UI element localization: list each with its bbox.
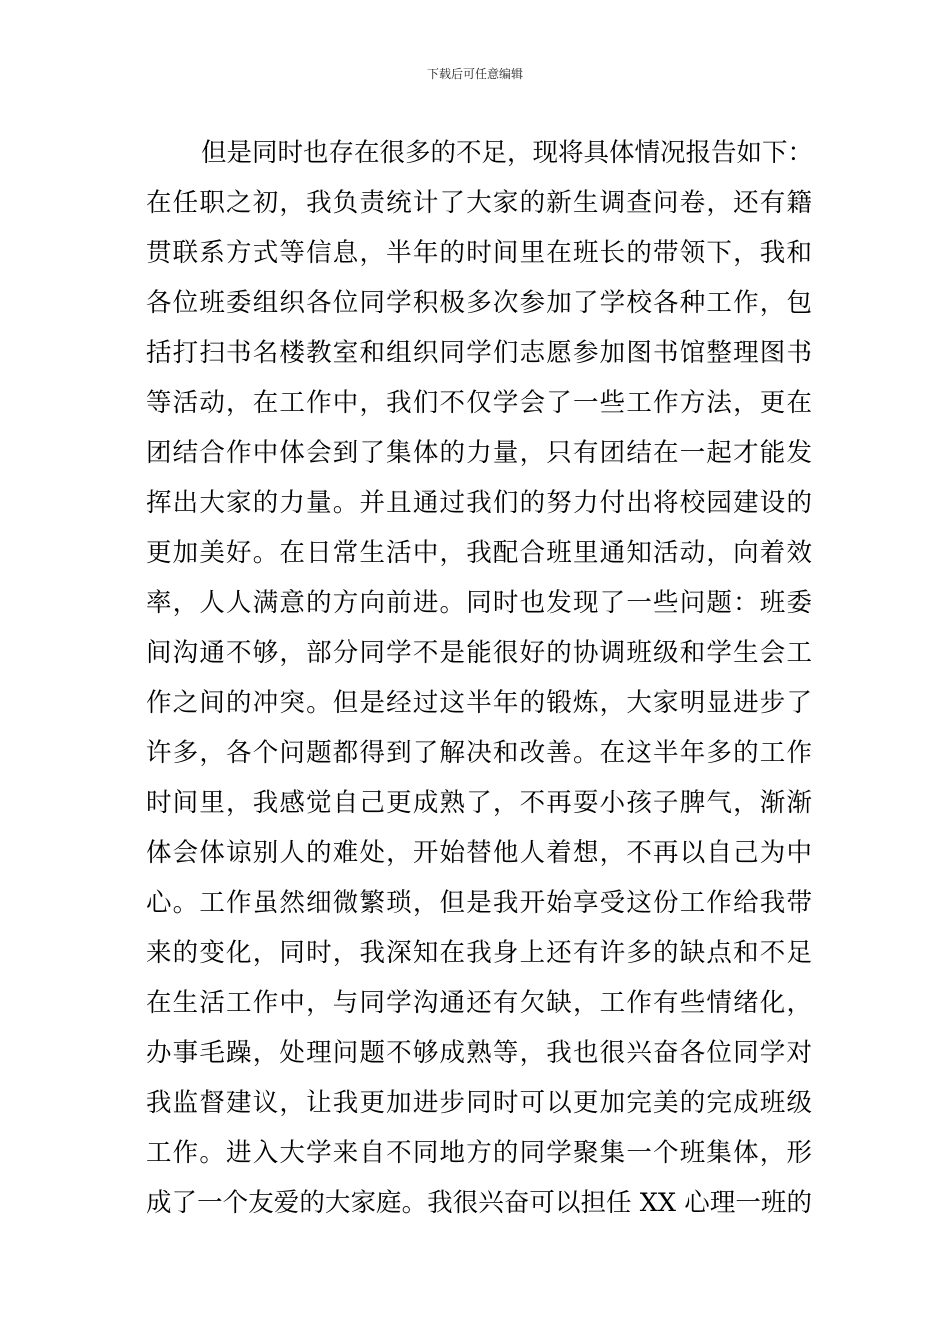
- text-line-12: 作之间的冲突。但是经过这半年的锻炼，大家明显进步了: [146, 688, 812, 718]
- text-line-17: 来的变化，同时，我深知在我身上还有许多的缺点和不足: [146, 938, 812, 968]
- body-paragraph: [146, 128, 812, 1228]
- text-line-14: 时间里，我感觉自己更成熟了，不再耍小孩子脾气，渐渐: [146, 788, 812, 818]
- text-line-9: 更加美好。在日常生活中，我配合班里通知活动，向着效: [146, 538, 812, 568]
- text-line-6: 等活动，在工作中，我们不仅学会了一些工作方法，更在: [146, 388, 812, 418]
- text-line-1: 但是同时也存在很多的不足，现将具体情况报告如下：: [201, 138, 814, 168]
- page-header-note: 下载后可任意编辑: [426, 67, 523, 81]
- text-line-5: 括打扫书名楼教室和组织同学们志愿参加图书馆整理图书: [146, 338, 812, 368]
- text-line-2: 在任职之初，我负责统计了大家的新生调查问卷，还有籍: [146, 188, 812, 218]
- text-line-10: 率，人人满意的方向前进。同时也发现了一些问题：班委: [146, 588, 812, 618]
- text-line-3: 贯联系方式等信息，半年的时间里在班长的带领下，我和: [146, 238, 812, 268]
- text-line-20: 我监督建议，让我更加进步同时可以更加完美的完成班级: [146, 1088, 812, 1118]
- text-line-8: 挥出大家的力量。并且通过我们的努力付出将校园建设的: [146, 488, 812, 518]
- text-line-21: 工作。进入大学来自不同地方的同学聚集一个班集体，形: [146, 1138, 812, 1168]
- text-line-15: 体会体谅别人的难处，开始替他人着想，不再以自己为中: [146, 838, 812, 868]
- text-line-22: 成了一个友爱的大家庭。我很兴奋可以担任 XX 心理一班的: [146, 1188, 812, 1218]
- text-line-7: 团结合作中体会到了集体的力量，只有团结在一起才能发: [146, 438, 812, 468]
- text-line-19: 办事毛躁，处理问题不够成熟等，我也很兴奋各位同学对: [146, 1038, 812, 1068]
- text-line-13: 许多，各个问题都得到了解决和改善。在这半年多的工作: [146, 738, 812, 768]
- text-line-11: 间沟通不够，部分同学不是能很好的协调班级和学生会工: [146, 638, 812, 668]
- text-line-18: 在生活工作中，与同学沟通还有欠缺，工作有些情绪化，: [146, 988, 812, 1018]
- text-line-16: 心。工作虽然细微繁琐，但是我开始享受这份工作给我带: [146, 888, 812, 918]
- text-line-4: 各位班委组织各位同学积极多次参加了学校各种工作，包: [146, 288, 812, 318]
